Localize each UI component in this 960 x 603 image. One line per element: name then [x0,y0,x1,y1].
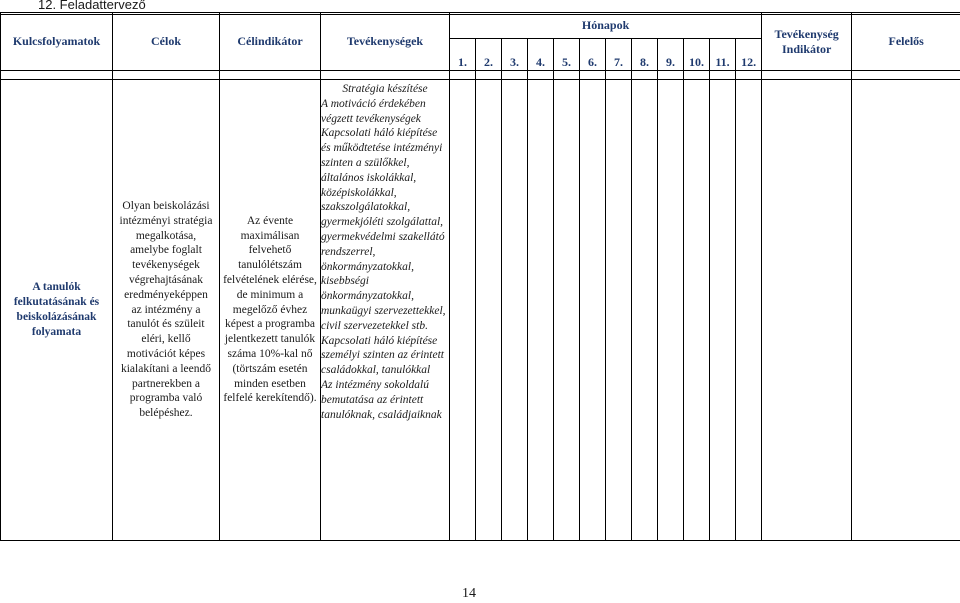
month-header: 10. [684,39,710,71]
header-celindikator: Célindikátor [220,13,321,71]
page-number: 14 [462,586,476,601]
activity-item: Kapcsolati háló kiépítése személyi szinten az érintett családokkal, tanulókkal [321,334,444,377]
month-cell [450,80,476,541]
activity-item: Az intézmény sokoldalú bemutatása az érintett tanulóknak, családjaiknak [321,378,442,421]
month-header: 11. [710,39,736,71]
month-cell [736,80,762,541]
header-tevekenysegek: Tevékenységek [321,13,450,71]
task-planner-table [0,12,960,541]
document-title: 12. Feladattervező [38,0,146,12]
month-cell [606,80,632,541]
celindikator-cell: Az évente maximálisan felvehető tanulólétszám felvételének elérése, de minimum a megelőző évhez képest a programba jelentkezett tanulók száma 10%-kal nő (törtszám esetén minden esetben felfelé kerekítendő). [220,80,321,541]
month-header: 5. [554,39,580,71]
month-header: 9. [658,39,684,71]
activity-item: A motiváció érdekében végzett tevékenységek [321,97,426,125]
month-cell [684,80,710,541]
month-header: 1. [450,39,476,71]
month-header: 3. [502,39,528,71]
felelos-cell [852,80,960,541]
month-header: 4. [528,39,554,71]
tevekenyseg-indikator-cell [762,80,852,541]
month-header: 12. [736,39,762,71]
month-cell [554,80,580,541]
month-cell [502,80,528,541]
activity-item: Kapcsolati háló kiépítése és működtetése intézményi szinten a szülőkkel, általános iskolákkal, középiskolákkal, szakszolgálatokkal, gyermekjóléti szolgálattal, gyermekvédelmi szakellátó rendszerrel, önkormányzatokkal, kisebbségi önkormányzatokkal, munkaügyi szervezettekkel, civil szervezetekkel stb. [321,127,446,332]
header-honapok: Hónapok [450,13,762,39]
month-header: 7. [606,39,632,71]
month-cell [528,80,554,541]
month-cell [710,80,736,541]
header-felelos: Felelős [852,13,960,71]
month-cell [580,80,606,541]
tevekenysegek-cell [321,80,450,541]
kulcsfolyamat-cell: A tanulók felkutatásának és beiskolázásának folyamata [1,80,113,541]
spacer-row [1,71,960,80]
activity-item: Stratégia készítése [342,83,428,95]
month-cell [658,80,684,541]
cel-cell: Olyan beiskolázási intézményi stratégia megalkotása, amelybe foglalt tevékenységek végrehajtásának eredményeképpen az intézmény a tanulót és szüleit eléri, kellő motivációt képes kialakítani a leendő partnerekben a programba való belépéshez. [113,80,220,541]
header-celok: Célok [113,13,220,71]
header-tevekenyseg-indikator: Tevékenység Indikátor [762,13,852,71]
month-cell [476,80,502,541]
month-header: 6. [580,39,606,71]
table-row [1,80,960,541]
month-header: 8. [632,39,658,71]
header-kulcsfolyamatok: Kulcsfolyamatok [1,13,113,71]
month-header: 2. [476,39,502,71]
month-cell [632,80,658,541]
